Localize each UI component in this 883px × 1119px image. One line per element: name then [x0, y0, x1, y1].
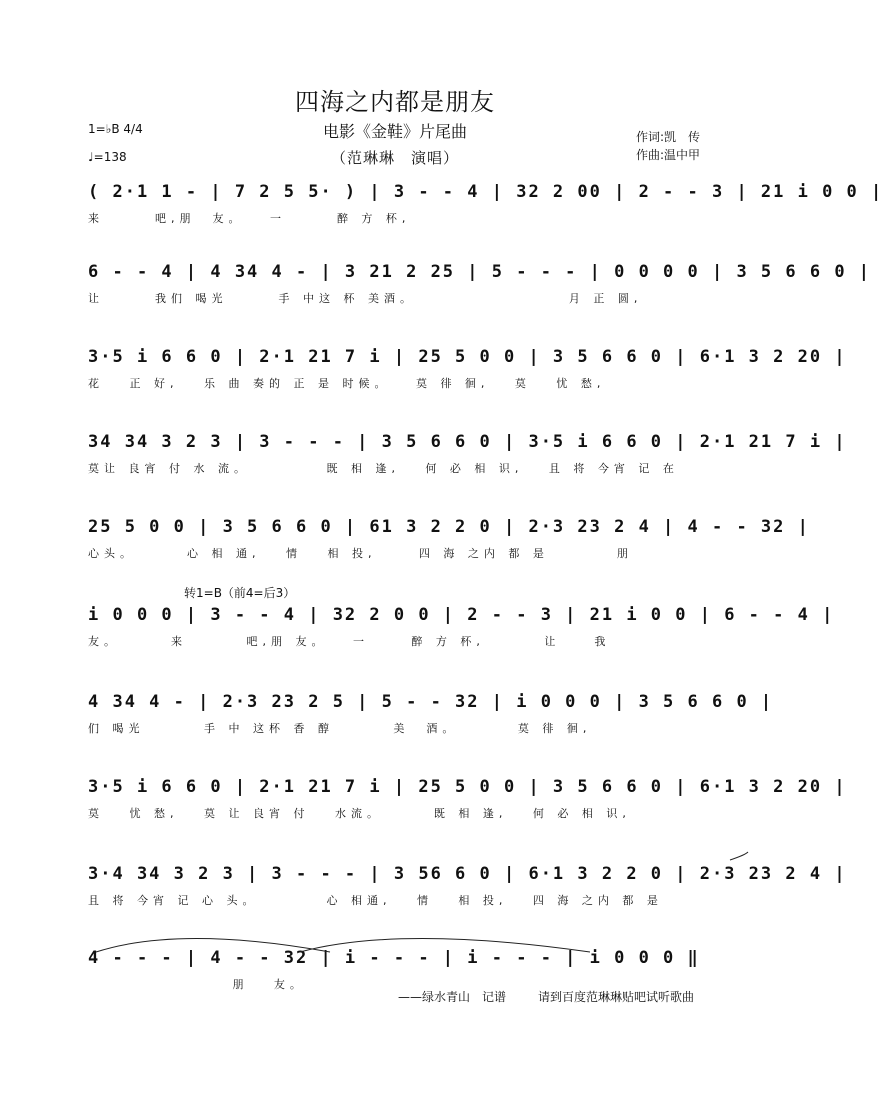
lyrics-line: 莫 忧 愁, 莫 让 良宵 付 水流。 既 相 逢, 何 必 相 识, [88, 807, 631, 820]
lyrics-line: 花 正 好, 乐 曲 奏的 正 是 时候。 莫 徘 徊, 莫 忧 愁, [88, 377, 606, 390]
tie-slur [300, 939, 590, 953]
lyrics-line: 友。 来 吧,朋 友。 一 醉 方 杯, 让 我 [88, 635, 611, 648]
key-signature: 1=♭B 4/4 [88, 122, 143, 136]
notes-line: i 0 0 0 | 3 - - 4 | 32 2 0 0 | 2 - - 3 | 21 i 0 0 | 6 - - 4 | [88, 605, 835, 625]
notes-line: ( 2·1 1 - | 7 2 5 5· ) | 3 - - 4 | 32 2 00 | 2 - - 3 | 21 i 0 0 | [88, 182, 883, 202]
lyrics-line: 且 将 今宵 记 心 头。 心 相通, 情 相 投, 四 海 之内 都 是 [88, 894, 663, 907]
modulation-marking: 转1=B（前4=后3） [184, 586, 296, 600]
lyrics-line: 来 吧,朋 友。 一 醉 方 杯, [88, 212, 411, 225]
notes-line: 34 34 3 2 3 | 3 - - - | 3 5 6 6 0 | 3·5 i 6 6 0 | 2·1 21 7 i | [88, 432, 847, 452]
lyrics-line: 们 喝光 手 中 这杯 香 醇 美 酒。 莫 徘 徊, [88, 722, 592, 735]
tempo-marking: ♩=138 [88, 150, 127, 164]
notes-line: 6 - - 4 | 4 34 4 - | 3 21 2 25 | 5 - - - | 0 0 0 0 | 3 5 6 6 0 | [88, 262, 872, 282]
composer-credit: 作曲:温中甲 [636, 148, 701, 162]
song-subtitle: 电影《金鞋》片尾曲 [322, 122, 467, 141]
lyrics-line: 让 我们 喝光 手 中这 杯 美酒。 月 正 圆, [88, 292, 643, 305]
notes-line: 3·5 i 6 6 0 | 2·1 21 7 i | 25 5 0 0 | 3 5 6 6 0 | 6·1 3 2 20 | [88, 777, 847, 797]
notes-line: 3·4 34 3 2 3 | 3 - - - | 3 56 6 0 | 6·1 3 2 2 0 | 2·3 23 2 4 | [88, 864, 847, 884]
transcriber-credit: ——绿水青山 记谱 [398, 990, 507, 1004]
song-title: 四海之内都是朋友 [295, 88, 495, 116]
notes-line: 4 34 4 - | 2·3 23 2 5 | 5 - - 32 | i 0 0 0 | 3 5 6 6 0 | [88, 692, 774, 712]
lyrics-line: 心头。 心 相 通, 情 相 投, 四 海 之内 都 是 朋 [88, 547, 633, 560]
notes-line: 4 - - - | 4 - - 32 | i - - - | i - - - | i 0 0 0 ‖ [88, 948, 700, 968]
tie-slur [96, 939, 330, 953]
tie-slur [730, 852, 748, 860]
lyrics-line: 朋 友。 [88, 978, 306, 991]
notes-line: 25 5 0 0 | 3 5 6 6 0 | 61 3 2 2 0 | 2·3 23 2 4 | 4 - - 32 | [88, 517, 810, 537]
listening-note: 请到百度范琳琳贴吧试听歌曲 [538, 990, 695, 1004]
lyricist-credit: 作词:凯 传 [636, 130, 701, 144]
singer-credit: （范琳琳 演唱） [330, 149, 459, 167]
lyrics-line: 莫让 良宵 付 水 流。 既 相 逢, 何 必 相 识, 且 将 今宵 记 在 [88, 462, 679, 475]
notes-line: 3·5 i 6 6 0 | 2·1 21 7 i | 25 5 0 0 | 3 5 6 6 0 | 6·1 3 2 20 | [88, 347, 847, 367]
